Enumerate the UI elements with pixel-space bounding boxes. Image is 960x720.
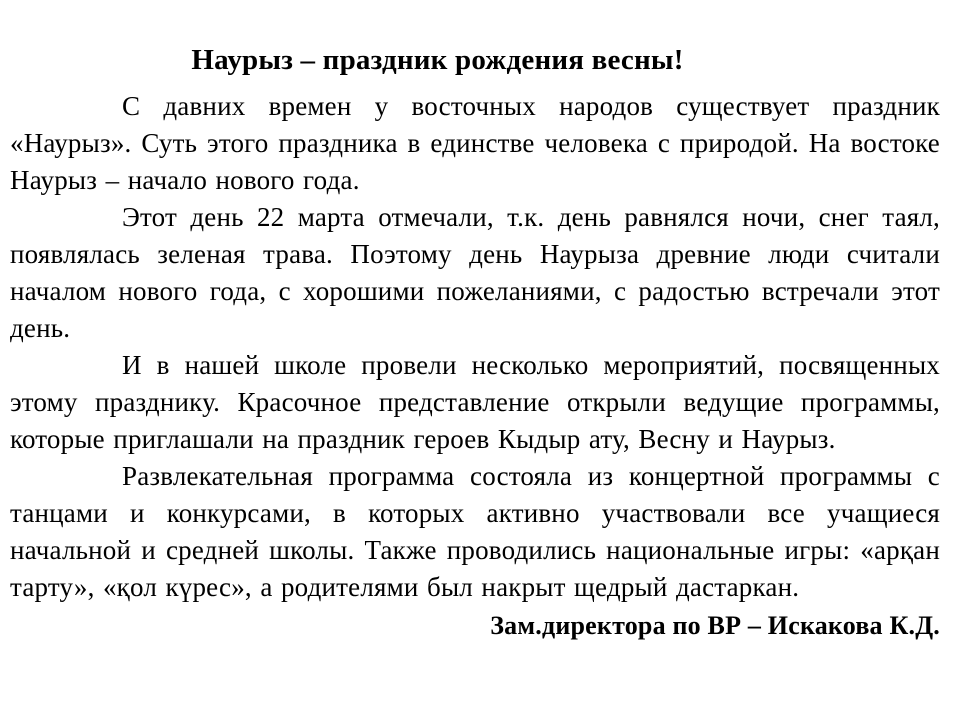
document-title: Наурыз – праздник рождения весны! bbox=[191, 44, 684, 76]
paragraph-intro: С давних времен у восточных народов существует праздник «Наурыз». Суть этого праздника в единстве человека с природой. На востоке Наурыз – начало нового года. bbox=[10, 91, 940, 195]
paragraph-school-events: И в нашей школе провели несколько мероприятий, посвященных этому празднику. Красочное представление открыли ведущие программы, которые приглашали на праздник героев Кыдыр ату, Весну и Наурыз. bbox=[10, 350, 940, 454]
paragraph-history: Этот день 22 марта отмечали, т.к. день равнялся ночи, снег таял, появлялась зеленая трава. Поэтому день Наурыза древние люди считали началом нового года, с хорошими пожеланиями, с радостью встречали этот день. bbox=[10, 202, 940, 343]
paragraph-program: Развлекательная программа состояла из концертной программы с танцами и конкурсами, в которых активно участвовали все учащиеся начальной и средней школы. Также проводились национальные игры: «арқан тарту», «қол күрес», а родителями был накрыт щедрый дастаркан. bbox=[10, 461, 940, 602]
signature-line: Зам.директора по ВР – Искакова К.Д. bbox=[490, 611, 940, 640]
